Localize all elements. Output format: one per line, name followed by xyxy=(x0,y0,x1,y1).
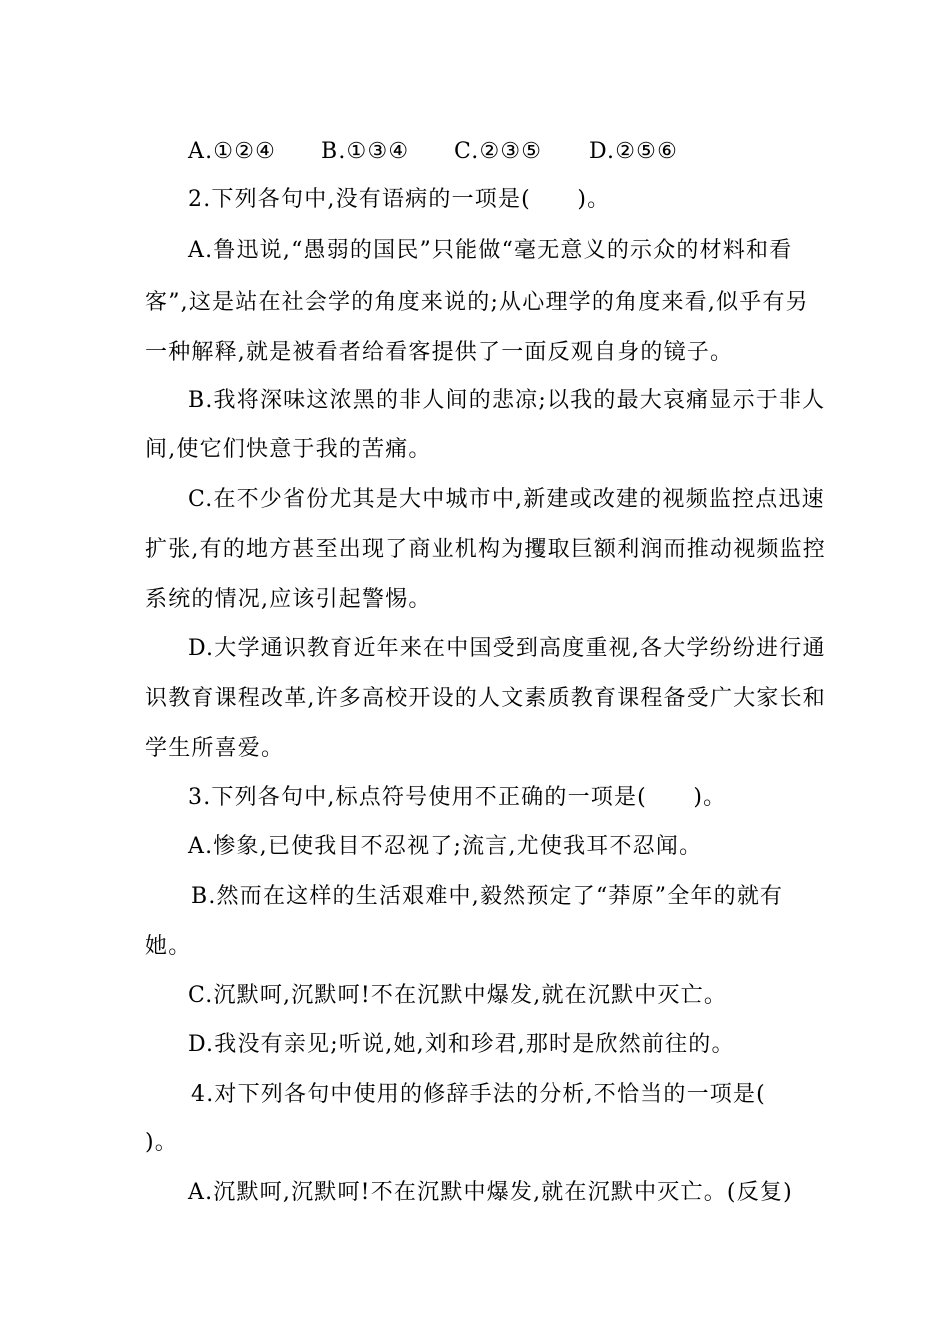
q2-option-d-line-1: D.大学通识教育近年来在中国受到高度重视,各大学纷纷进行通 xyxy=(188,636,826,661)
q3-option-b-line-2: 她。 xyxy=(145,934,192,959)
q3-option-c: C.沉默呵,沉默呵!不在沉默中爆发,就在沉默中灭亡。 xyxy=(188,983,728,1008)
q3-option-b-line-1: B.然而在这样的生活艰难中,毅然预定了“莽原”全年的就有 xyxy=(191,884,784,909)
q2-option-b-line-1: B.我将深味这浓黑的非人间的悲凉;以我的最大哀痛显示于非人 xyxy=(188,388,826,413)
q1-option-a: A.①②④ xyxy=(188,139,277,164)
q1-option-b: B.①③④ xyxy=(321,139,410,164)
q4-stem-line-1: 4.对下列各句中使用的修辞手法的分析,不恰当的一项是( xyxy=(191,1082,766,1107)
q2-option-d-line-2: 识教育课程改革,许多高校开设的人文素质教育课程备受广大家长和 xyxy=(145,686,826,711)
q2-option-c-line-3: 系统的情况,应该引起警惕。 xyxy=(145,587,432,612)
q2-option-a-line-2: 客”,这是站在社会学的角度来说的;从心理学的角度来看,似乎有另 xyxy=(145,290,809,315)
q3-option-d: D.我没有亲见;听说,她,刘和珍君,那时是欣然前往的。 xyxy=(188,1032,735,1057)
q2-option-a-line-1: A.鲁迅说,“愚弱的国民”只能做“毫无意义的示众的材料和看 xyxy=(188,238,793,263)
q2-stem: 2.下列各句中,没有语病的一项是( )。 xyxy=(188,187,611,212)
q1-option-c: C.②③⑤ xyxy=(454,139,543,164)
q3-option-a: A.惨象,已使我目不忍视了;流言,尤使我耳不忍闻。 xyxy=(188,834,703,859)
q2-option-c-line-1: C.在不少省份尤其是大中城市中,新建或改建的视频监控点迅速 xyxy=(188,487,825,512)
q4-stem-line-2: )。 xyxy=(145,1130,178,1155)
q1-options-line xyxy=(188,137,678,167)
q2-option-a-line-3: 一种解释,就是被看者给看客提供了一面反观自身的镜子。 xyxy=(145,340,734,365)
q3-stem: 3.下列各句中,标点符号使用不正确的一项是( )。 xyxy=(188,785,727,810)
q2-option-b-line-2: 间,使它们快意于我的苦痛。 xyxy=(145,437,432,462)
q1-option-d: D.②⑤⑥ xyxy=(589,139,679,164)
q2-option-d-line-3: 学生所喜爱。 xyxy=(145,736,285,761)
q2-option-c-line-2: 扩张,有的地方甚至出现了商业机构为攫取巨额利润而推动视频监控 xyxy=(145,537,826,562)
q4-option-a: A.沉默呵,沉默呵!不在沉默中爆发,就在沉默中灭亡。(反复) xyxy=(188,1180,793,1205)
